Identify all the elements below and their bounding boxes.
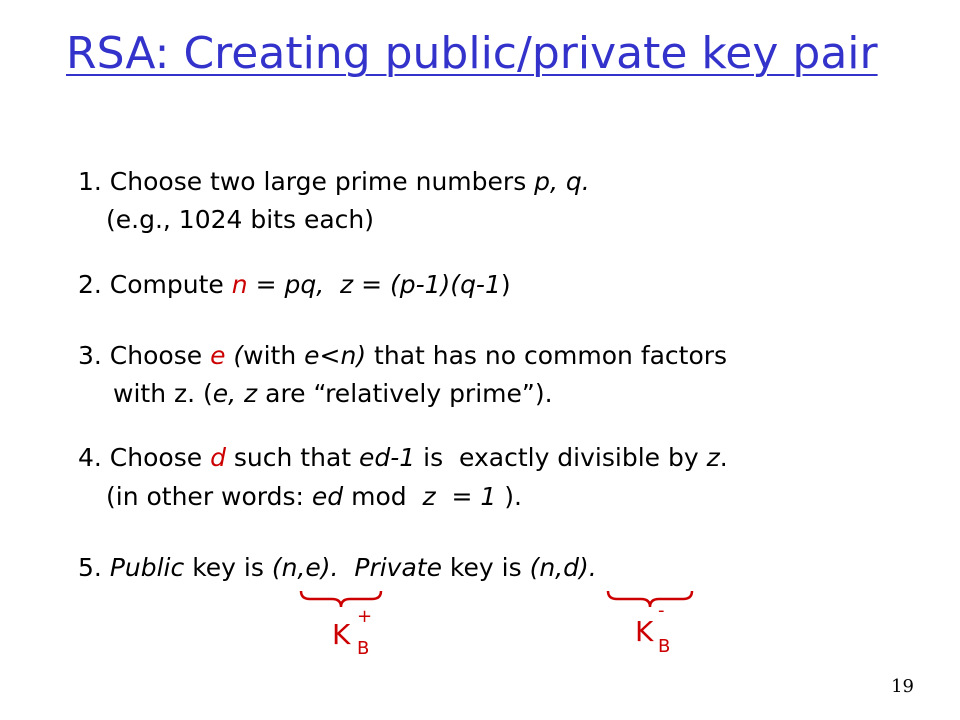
step-4-line-1 (78, 441, 728, 475)
step-3-line-2-vars: e, z (212, 379, 258, 408)
step-2-paren: ) (500, 270, 511, 299)
step-1-number: 1. (78, 167, 102, 196)
step-5-private-pair: (n,d). (529, 553, 597, 582)
step-2-formula: = pq, z = (p-1)(q-1 (247, 270, 501, 299)
step-3-with: with (243, 341, 305, 370)
step-1-line-1 (78, 165, 590, 199)
step-2-var-n: n (231, 270, 248, 299)
step-4-text-a: Choose (101, 443, 211, 472)
step-4-line-2-ed: ed (311, 482, 344, 511)
step-3-line-1 (78, 339, 727, 373)
slide-title: RSA: Creating public/private key pair (66, 28, 878, 79)
step-3-paren: ( (225, 341, 244, 370)
private-key-symbol: K (635, 615, 654, 648)
step-3-number: 3. (78, 341, 102, 370)
step-5-gap (338, 553, 354, 582)
step-3-var-e: e (210, 341, 226, 370)
step-5-number: 5. (78, 553, 102, 582)
private-key-subscript: B (658, 636, 671, 657)
step-4-line-2-a: (in other words: (106, 482, 312, 511)
page-number: 19 (891, 676, 914, 697)
step-4-line-2-end: ). (496, 482, 522, 511)
step-5-public: Public (109, 553, 185, 582)
public-key-superscript: + (357, 606, 373, 627)
step-4-text-e: is exactly divisible by (415, 443, 707, 472)
step-4-number: 4. (78, 443, 102, 472)
step-5-public-pair: (n,e). (271, 553, 339, 582)
step-4-line-2-mod: mod (343, 482, 423, 511)
step-3-rest: that has no common factors (366, 341, 728, 370)
step-3-condition: e<n) (304, 341, 367, 370)
private-key-brace (605, 588, 695, 610)
step-2-number: 2. (78, 270, 102, 299)
step-5-private: Private (354, 553, 442, 582)
step-3-line-2-c: are “relatively prime”). (257, 379, 553, 408)
step-5-line (78, 551, 597, 585)
public-key-symbol: K (332, 618, 351, 651)
step-4-expr: ed-1 (359, 443, 416, 472)
step-5-space (102, 553, 110, 582)
step-3-line-2 (113, 377, 553, 411)
public-key-subscript: B (357, 638, 370, 659)
step-4-period: . (719, 443, 728, 472)
step-1-text: Choose two large prime numbers (101, 167, 535, 196)
step-1-line-2: (e.g., 1024 bits each) (106, 205, 374, 234)
step-1-vars: p, q. (534, 167, 590, 196)
step-4-text-c: such that (225, 443, 360, 472)
step-4-line-2 (106, 480, 522, 514)
step-5-key-is-2: key is (441, 553, 530, 582)
step-4-var-z: z (706, 443, 720, 472)
step-3-text: Choose (101, 341, 211, 370)
step-5-key-is-1: key is (184, 553, 272, 582)
step-3-line-2-a: with z. ( (113, 379, 213, 408)
step-2-text: Compute (101, 270, 232, 299)
private-key-superscript: - (658, 600, 665, 621)
step-4-line-2-eq: z = 1 (422, 482, 497, 511)
step-2-line (78, 268, 511, 302)
step-4-var-d: d (210, 443, 226, 472)
